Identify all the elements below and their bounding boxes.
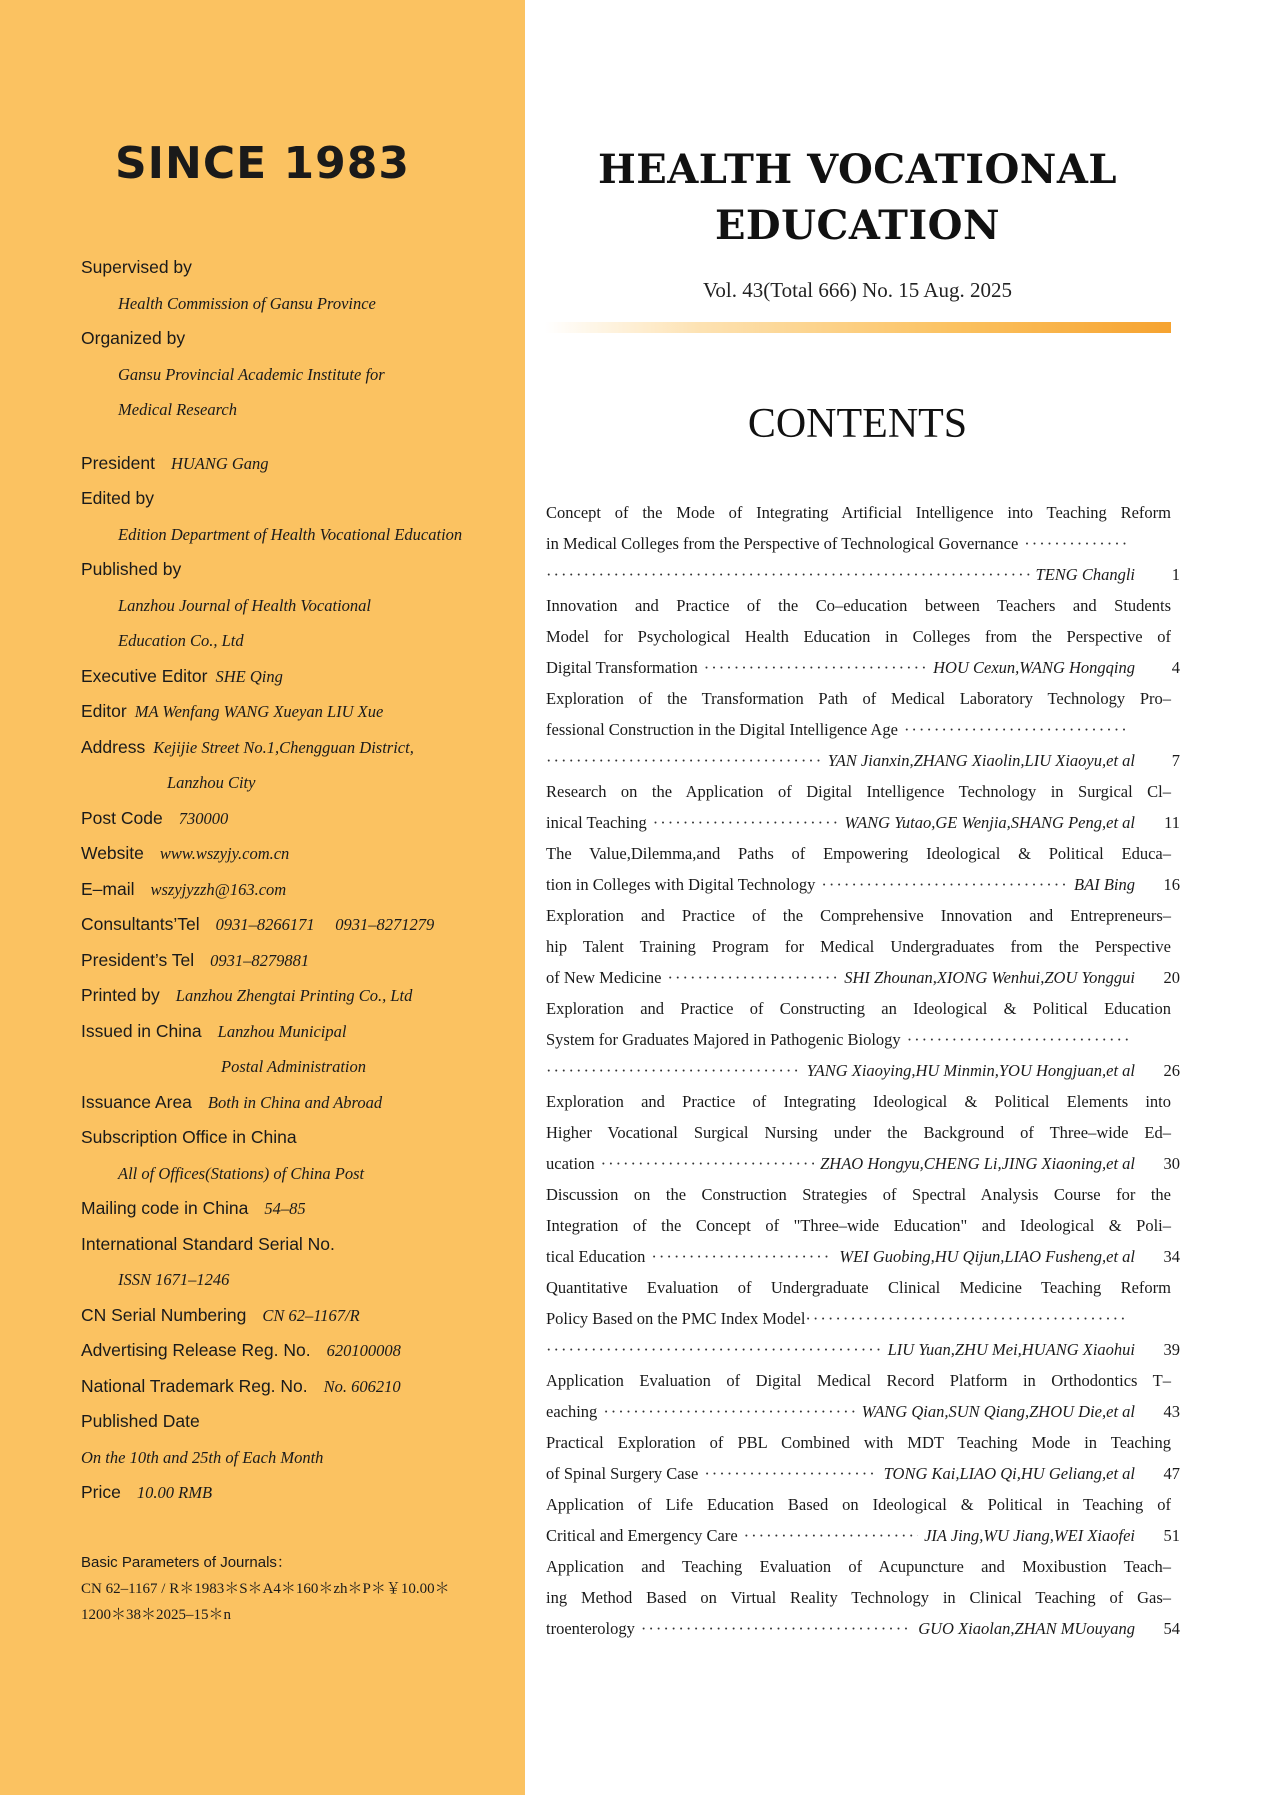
postcode-label: Post Code: [81, 807, 163, 828]
organized-value-row-2: [81, 392, 521, 428]
toc-line: [546, 1458, 1180, 1489]
toc-line: [546, 1303, 1171, 1334]
toc-line: [546, 528, 1171, 559]
toc-title-text: in Medical Colleges from the Perspective of Technological Governance: [546, 534, 1019, 553]
address-label: Address: [81, 736, 146, 757]
toc-title-text: inical Teaching: [546, 813, 647, 832]
issn-label: International Standard Serial No.: [81, 1233, 335, 1254]
left-info-panel: [0, 0, 525, 1795]
editor-row: [81, 694, 521, 730]
toc-page-number: 51: [1163, 1526, 1180, 1545]
toc-leader-dots: [744, 1520, 918, 1551]
toc-author: WANG Qian,SUN Qiang,ZHOU Die,et al: [861, 1402, 1135, 1421]
published-value-row-1: [81, 588, 521, 624]
published-value-1: Lanzhou Journal of Health Vocational: [118, 595, 371, 615]
toc-line: Exploration and Practice of Constructing an Ideological & Political Education: [546, 999, 1171, 1018]
toc-line: [546, 1024, 1171, 1055]
subscription-label: Subscription Office in China: [81, 1127, 297, 1147]
toc-line: Exploration and Practice of Integrating Ideological & Political Elements into: [546, 1092, 1171, 1111]
toc-leader-dots: [546, 745, 822, 776]
pubdate-value-row: [81, 1440, 521, 1476]
price-row: [81, 1475, 521, 1511]
toc-line: [546, 1055, 1180, 1086]
consultants-value: 0931–8266171 0931–8271279: [215, 915, 435, 934]
toc-author: WEI Guobing,HU Qijun,LIAO Fusheng,et al: [839, 1247, 1135, 1266]
edited-label-row: [81, 481, 521, 517]
gradient-divider: [545, 322, 1171, 333]
toc-page-number: 1: [1171, 565, 1180, 584]
pubdate-value: On the 10th and 25th of Each Month: [81, 1447, 324, 1467]
toc-author: ZHAO Hongyu,CHENG Li,JING Xiaoning,et al: [820, 1154, 1135, 1173]
exec-editor-label: Executive Editor: [81, 665, 208, 686]
toc-page-number: 7: [1171, 751, 1180, 770]
printed-label: Printed by: [81, 985, 160, 1005]
issn-value-row: [81, 1262, 521, 1298]
toc-line: Practical Exploration of PBL Combined with MDT Teaching Mode in Teaching: [546, 1433, 1171, 1452]
subscription-value: All of Offices(Stations) of China Post: [118, 1163, 365, 1183]
toc-line: [546, 1520, 1180, 1551]
subscription-value-row: [81, 1156, 521, 1192]
published-value-2: Education Co., Ltd: [118, 631, 244, 650]
toc-line: [546, 869, 1180, 900]
toc-page-number: 39: [1163, 1340, 1180, 1359]
address-row-2: [81, 765, 521, 801]
toc-line: [546, 714, 1171, 745]
ad-row: [81, 1333, 521, 1369]
exec-editor-row: [81, 659, 521, 695]
printed-row: [81, 978, 521, 1014]
toc-line: Application of Life Education Based on Ideological & Political in Teaching of: [546, 1495, 1171, 1514]
toc-leader-dots: [805, 1303, 1129, 1334]
published-value-row-2: [81, 623, 521, 659]
contents-heading: CONTENTS: [747, 401, 968, 447]
mailing-row: [81, 1191, 521, 1227]
toc-page-number: 16: [1163, 875, 1180, 894]
area-value: Both in China and Abroad: [207, 1092, 383, 1112]
toc-page-number: 26: [1163, 1061, 1180, 1080]
email-value: wszyjyzzh@163.com: [150, 879, 287, 899]
cn-value: CN 62–1167/R: [262, 1305, 360, 1325]
toc-title-text: of New Medicine: [546, 968, 662, 987]
toc-leader-dots: [546, 1055, 801, 1086]
email-label: E–mail: [81, 878, 135, 899]
masthead-info: [81, 250, 521, 1511]
issn-label-row: [81, 1227, 521, 1263]
postcode-row: [81, 801, 521, 837]
subscription-label-row: [81, 1120, 521, 1156]
toc-title-text: tion in Colleges with Digital Technology: [546, 875, 816, 894]
toc-author: TONG Kai,LIAO Qi,HU Geliang,et al: [883, 1464, 1135, 1483]
toc-leader-dots: [603, 1396, 855, 1427]
basic-label: Basic Parameters of Journals：: [81, 1554, 292, 1571]
supervised-value: Health Commission of Gansu Province: [118, 293, 376, 313]
edited-value-row: [81, 517, 521, 553]
toc-author: GUO Xiaolan,ZHAN MUouyang: [918, 1619, 1135, 1638]
toc-leader-dots: [641, 1613, 912, 1644]
edited-value: Edition Department of Health Vocational Education: [118, 524, 463, 544]
consultants-label: Consultants’Tel: [81, 914, 200, 934]
consultants-row: [81, 907, 521, 943]
toc-line: Concept of the Mode of Integrating Artificial Intelligence into Teaching Reform: [546, 503, 1171, 522]
toc-line: [546, 559, 1180, 590]
toc-line: Exploration of the Transformation Path of Medical Laboratory Technology Pro–: [546, 689, 1171, 708]
issued-row: [81, 1014, 521, 1050]
toc-line: [546, 745, 1180, 776]
exec-editor-value: SHE Qing: [215, 666, 283, 686]
toc-page-number: 20: [1163, 968, 1180, 987]
toc-line: Application Evaluation of Digital Medical Record Platform in Orthodontics T–: [546, 1371, 1171, 1390]
toc-line: [546, 962, 1180, 993]
printed-value: Lanzhou Zhengtai Printing Co., Ltd: [175, 986, 413, 1005]
presidents-tel-row: [81, 943, 521, 979]
mailing-value: 54–85: [264, 1199, 306, 1218]
president-label: President: [81, 452, 155, 473]
volume-info: Vol. 43(Total 666) No. 15 Aug. 2025: [702, 278, 1013, 302]
toc-author: BAI Bing: [1074, 875, 1135, 894]
toc-page-number: 43: [1163, 1402, 1180, 1421]
organized-label: Organized by: [81, 328, 186, 348]
address-value-2: Lanzhou City: [167, 773, 256, 792]
area-row: [81, 1085, 521, 1121]
toc-leader-dots: [546, 559, 1030, 590]
toc-line: Higher Vocational Surgical Nursing under the Background of Three–wide Ed–: [546, 1123, 1171, 1142]
toc-page-number: 4: [1171, 658, 1180, 677]
toc-line: [546, 652, 1180, 683]
supervised-label-row: [81, 250, 521, 286]
toc-author: YAN Jianxin,ZHANG Xiaolin,LIU Xiaoyu,et al: [827, 751, 1135, 770]
editor-value: MA Wenfang WANG Xueyan LIU Xue: [134, 702, 384, 721]
ad-label: Advertising Release Reg. No.: [81, 1340, 311, 1360]
toc-line: [546, 1334, 1180, 1365]
toc-line: hip Talent Training Program for Medical Undergraduates from the Perspective: [546, 937, 1171, 956]
toc-leader-dots: [704, 1458, 877, 1489]
website-label: Website: [81, 843, 144, 863]
price-label: Price: [81, 1482, 121, 1502]
toc-leader-dots: [601, 1148, 815, 1179]
published-label-row: [81, 552, 521, 588]
toc-page-number: 47: [1163, 1464, 1180, 1483]
toc-line: The Value,Dilemma,and Paths of Empowering Ideological & Political Educa–: [546, 844, 1171, 863]
toc-page-number: 34: [1163, 1247, 1180, 1266]
toc-title-text: eaching: [546, 1402, 598, 1421]
toc-title-text: ucation: [546, 1154, 595, 1173]
journal-title-line-1: HEALTH VOCATIONAL: [597, 146, 1118, 193]
basic-value-1: CN 62–1167 / R＊1983＊S＊A4＊160＊zh＊P＊￥10.00＊: [81, 1581, 450, 1597]
toc-line: ing Method Based on Virtual Reality Technology in Clinical Teaching of Gas–: [546, 1588, 1171, 1607]
price-value: 10.00 RMB: [136, 1483, 213, 1502]
toc-leader-dots: [667, 962, 838, 993]
issued-value-1: Lanzhou Municipal: [217, 1021, 347, 1041]
toc-line: Discussion on the Construction Strategies of Spectral Analysis Course for the: [546, 1185, 1171, 1204]
ad-value: 620100008: [326, 1341, 401, 1360]
toc-author: SHI Zhounan,XIONG Wenhui,ZOU Yonggui: [844, 968, 1135, 987]
cn-row: [81, 1298, 521, 1334]
pubdate-label-row: [81, 1404, 521, 1440]
published-label: Published by: [81, 559, 182, 579]
website-row: [81, 836, 521, 872]
toc-line: [546, 1396, 1180, 1427]
toc-title-text: Critical and Emergency Care: [546, 1526, 738, 1545]
toc-title-text: System for Graduates Majored in Pathogenic Biology: [546, 1030, 901, 1049]
toc-author: JIA Jing,WU Jiang,WEI Xiaofei: [924, 1526, 1135, 1545]
address-value-1: Kejijie Street No.1,Chengguan District,: [153, 737, 414, 757]
toc-author: TENG Changli: [1035, 565, 1135, 584]
journal-title: [525, 142, 1190, 254]
editor-label: Editor: [81, 701, 127, 721]
toc-leader-dots: [1024, 528, 1129, 559]
website-value: www.wszyjy.com.cn: [159, 844, 290, 863]
toc-line: Research on the Application of Digital Intelligence Technology in Surgical Cl–: [546, 782, 1171, 801]
toc-line: [546, 807, 1180, 838]
address-row: [81, 730, 521, 766]
toc-line: Integration of the Concept of "Three–wide Education" and Ideological & Poli–: [546, 1216, 1171, 1235]
toc-leader-dots: [821, 869, 1068, 900]
toc-leader-dots: [546, 1334, 882, 1365]
issued-label: Issued in China: [81, 1020, 202, 1041]
toc-line: [546, 1241, 1180, 1272]
toc-leader-dots: [651, 1241, 833, 1272]
issn-value: ISSN 1671–1246: [118, 1270, 230, 1289]
cn-label: CN Serial Numbering: [81, 1304, 247, 1325]
organized-value-2: Medical Research: [118, 400, 237, 419]
postcode-value: 730000: [178, 808, 229, 828]
basic-value-2: 1200＊38＊2025–15＊n: [81, 1607, 232, 1623]
toc-title-text: troenterology: [546, 1619, 635, 1638]
toc-title-text: tical Education: [546, 1247, 646, 1266]
mailing-label: Mailing code in China: [81, 1198, 249, 1218]
since-heading: SINCE 1983: [114, 138, 410, 189]
toc-line: [546, 1613, 1180, 1644]
pubdate-label: Published Date: [81, 1411, 200, 1431]
organized-value-row-1: [81, 357, 521, 393]
toc-leader-dots: [653, 807, 839, 838]
trademark-row: [81, 1369, 521, 1405]
supervised-value-row: [81, 286, 521, 322]
area-label: Issuance Area: [81, 1091, 192, 1112]
toc-line: Quantitative Evaluation of Undergraduate Clinical Medicine Teaching Reform: [546, 1278, 1171, 1297]
president-row: [81, 446, 521, 482]
toc-page-number: 30: [1163, 1154, 1180, 1173]
toc-author: WANG Yutao,GE Wenjia,SHANG Peng,et al: [844, 813, 1135, 832]
trademark-label: National Trademark Reg. No.: [81, 1375, 308, 1396]
toc-author: LIU Yuan,ZHU Mei,HUANG Xiaohui: [887, 1340, 1135, 1359]
toc-page-number: 11: [1164, 813, 1180, 832]
supervised-label: Supervised by: [81, 257, 192, 277]
president-value: HUANG Gang: [170, 453, 269, 473]
toc-leader-dots: [704, 652, 927, 683]
toc-leader-dots: [904, 714, 1129, 745]
toc-title-text: Digital Transformation: [546, 658, 698, 677]
journal-title-line-2: EDUCATION: [714, 202, 1001, 249]
toc-line: Application and Teaching Evaluation of Acupuncture and Moxibustion Teach–: [546, 1557, 1171, 1576]
toc-title-text: Policy Based on the PMC Index Model: [546, 1309, 806, 1328]
toc-line: Innovation and Practice of the Co–education between Teachers and Students: [546, 596, 1171, 615]
toc-author: YANG Xiaoying,HU Minmin,YOU Hongjuan,et al: [806, 1061, 1135, 1080]
toc-page-number: 54: [1163, 1619, 1180, 1638]
issued-row-2: [81, 1049, 521, 1085]
email-row: [81, 872, 521, 908]
toc-author: HOU Cexun,WANG Hongqing: [933, 658, 1135, 677]
toc-title-text: of Spinal Surgery Case: [546, 1464, 699, 1483]
toc-leader-dots: [907, 1024, 1129, 1055]
presidents-tel-label: President’s Tel: [81, 949, 195, 970]
trademark-value: No. 606210: [323, 1376, 401, 1396]
toc-line: Exploration and Practice of the Comprehensive Innovation and Entrepreneurs–: [546, 906, 1171, 925]
organized-label-row: [81, 321, 521, 357]
presidents-tel-value: 0931–8279881: [210, 950, 310, 970]
basic-parameters: [81, 1550, 521, 1628]
toc-line: [546, 1148, 1180, 1179]
organized-value-1: Gansu Provincial Academic Institute for: [118, 364, 385, 384]
toc-line: Model for Psychological Health Education in Colleges from the Perspective of: [546, 627, 1171, 646]
table-of-contents: [546, 497, 1180, 1644]
toc-title-text: fessional Construction in the Digital Intelligence Age: [546, 720, 898, 739]
edited-label: Edited by: [81, 488, 154, 508]
issued-value-2: Postal Administration: [221, 1057, 367, 1076]
